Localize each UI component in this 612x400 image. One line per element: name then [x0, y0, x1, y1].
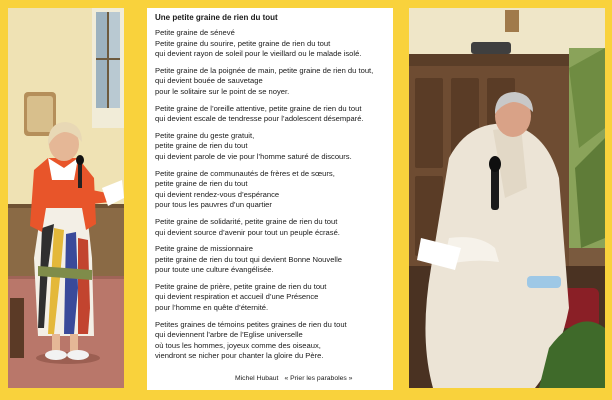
- poem-line: Petites graines de témoins petites graines de rien du tout: [155, 319, 347, 329]
- poem-line: Petite graine du geste gratuit,: [155, 130, 255, 140]
- poem-stanza: [155, 66, 385, 98]
- poem-line: qui devient rendez-vous d’espérance: [155, 189, 280, 199]
- poem-line: qui devient rayon de soleil pour le vieillard ou le malade isolé.: [155, 49, 362, 59]
- poem-line: Petite graine de communautés de frères et de sœurs,: [155, 168, 335, 178]
- poem-line: petite graine de rien du tout qui devient Bonne Nouvelle: [155, 254, 343, 264]
- poem-author: Michel Hubaut: [235, 375, 279, 382]
- poem-stanza: [155, 244, 385, 276]
- poem-line: viendront se nicher pour chanter la gloire du Père.: [155, 351, 324, 361]
- poem-panel: [147, 8, 393, 390]
- poem-line: qui devient bouée de sauvetage: [155, 76, 263, 86]
- poem-stanza: [155, 28, 385, 60]
- poem-signature: [235, 374, 352, 385]
- poem-line: qui deviennent l’arbre de l’Eglise universelle: [155, 330, 303, 340]
- poem-line: qui devient source d’avenir pour tout un peuple écrasé.: [155, 227, 340, 237]
- poem-source: « Prier les paraboles »: [284, 375, 353, 382]
- poem-line: Petite graine de l’oreille attentive, petite graine de rien du tout: [155, 103, 362, 113]
- reader-woman-photo: [8, 8, 124, 388]
- poem-line: Petite graine de sénevé: [155, 28, 235, 37]
- poem-line: Petite graine de prière, petite graine de rien du tout: [155, 281, 327, 291]
- poem-line: qui devient respiration et accueil d’une Présence: [155, 292, 319, 302]
- poem-stanza: [155, 282, 385, 314]
- poem-stanza: [155, 131, 385, 163]
- poem-stanza: [155, 217, 385, 238]
- poem-line: petite graine de rien du tout: [155, 141, 248, 151]
- poem-body: [155, 28, 385, 362]
- poem-stanza: [155, 320, 385, 362]
- poem-line: qui devient parole de vie pour l’homme saturé de discours.: [155, 151, 352, 161]
- poem-line: petite graine de rien du tout: [155, 179, 248, 189]
- poem-line: Petite graine de solidarité, petite graine de rien du tout: [155, 216, 338, 226]
- poem-line: pour le solitaire sur le point de se noyer.: [155, 86, 290, 96]
- poem-line: où tous les hommes, joyeux comme des oiseaux,: [155, 340, 321, 350]
- priest-reading-photo: [409, 8, 605, 388]
- poem-line: Petite graine de la poignée de main, petite graine de rien du tout,: [155, 65, 374, 75]
- poem-title: Une petite graine de rien du tout: [155, 13, 278, 22]
- poem-line: qui devient escale de tendresse pour l’adolescent désemparé.: [155, 114, 364, 124]
- poem-line: Petite graine du sourire, petite graine de rien du tout: [155, 38, 331, 48]
- poem-stanza: [155, 104, 385, 125]
- poem-line: pour toute une culture évangélisée.: [155, 265, 274, 275]
- poem-stanza: [155, 169, 385, 211]
- poem-line: Petite graine de missionnaire: [155, 244, 253, 254]
- poem-line: pour l’homme en quête d’éternité.: [155, 303, 269, 313]
- poem-line: pour tous les pauvres d’un quartier: [155, 200, 272, 210]
